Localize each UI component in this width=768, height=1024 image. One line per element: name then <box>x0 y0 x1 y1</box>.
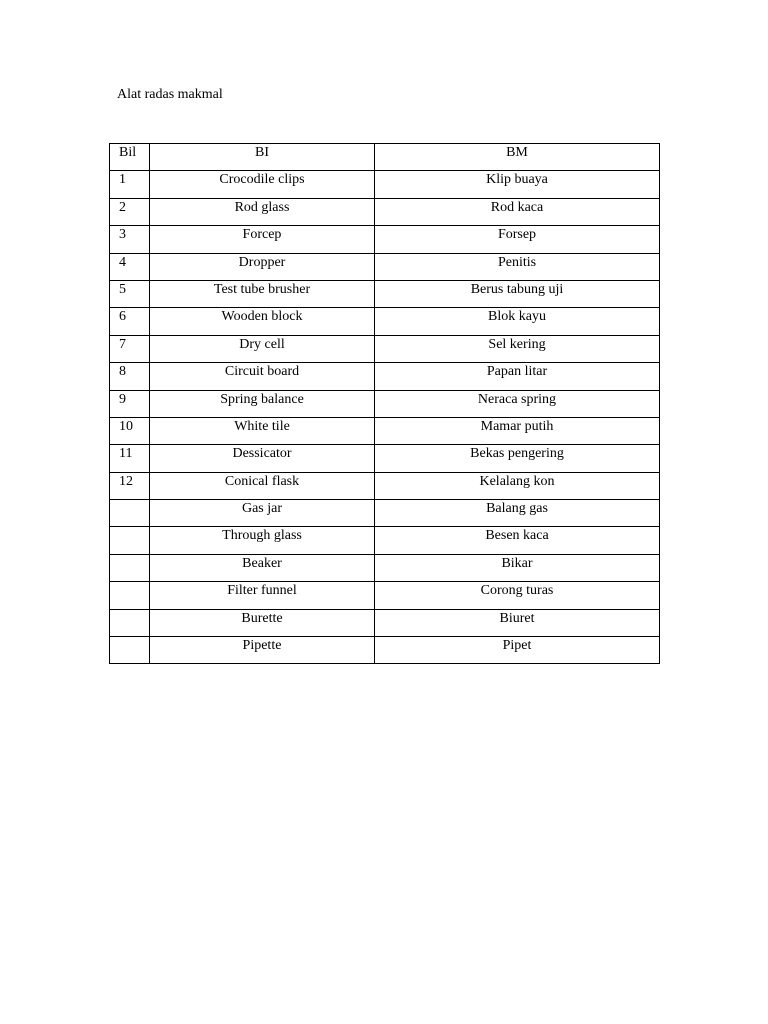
table-row <box>110 554 660 581</box>
cell-bm: Biuret <box>375 609 660 636</box>
cell-bil: 8 <box>110 363 150 390</box>
cell-bil: 10 <box>110 417 150 444</box>
table-row <box>110 198 660 225</box>
cell-bm: Penitis <box>375 253 660 280</box>
cell-bil: 2 <box>110 198 150 225</box>
cell-bm: Sel kering <box>375 335 660 362</box>
cell-bi: Gas jar <box>150 500 375 527</box>
cell-bil: 3 <box>110 226 150 253</box>
cell-bi: Dessicator <box>150 445 375 472</box>
table-row <box>110 417 660 444</box>
cell-bi: Test tube brusher <box>150 280 375 307</box>
cell-bi: Through glass <box>150 527 375 554</box>
cell-bm: Forsep <box>375 226 660 253</box>
cell-bil <box>110 609 150 636</box>
cell-bi: Spring balance <box>150 390 375 417</box>
cell-bil: 9 <box>110 390 150 417</box>
table-row <box>110 226 660 253</box>
cell-bi: Circuit board <box>150 363 375 390</box>
cell-bi: Dry cell <box>150 335 375 362</box>
cell-bi: Pipette <box>150 637 375 664</box>
cell-bm: Klip buaya <box>375 171 660 198</box>
cell-bil <box>110 582 150 609</box>
cell-bi: Dropper <box>150 253 375 280</box>
cell-bm: Papan litar <box>375 363 660 390</box>
cell-bm: Mamar putih <box>375 417 660 444</box>
cell-bm: Berus tabung uji <box>375 280 660 307</box>
cell-bi: Wooden block <box>150 308 375 335</box>
table-row <box>110 253 660 280</box>
table-row <box>110 390 660 417</box>
cell-bil: 12 <box>110 472 150 499</box>
cell-bm: Bekas pengering <box>375 445 660 472</box>
page-title: Alat radas makmal <box>117 87 223 102</box>
cell-bil <box>110 527 150 554</box>
cell-bil: 4 <box>110 253 150 280</box>
cell-bi: Conical flask <box>150 472 375 499</box>
table-row <box>110 363 660 390</box>
cell-bm: Blok kayu <box>375 308 660 335</box>
table-row <box>110 171 660 198</box>
table-row <box>110 582 660 609</box>
cell-bm: Corong turas <box>375 582 660 609</box>
cell-bil <box>110 500 150 527</box>
header-bil: Bil <box>110 144 150 171</box>
cell-bil <box>110 554 150 581</box>
table-row <box>110 500 660 527</box>
cell-bil: 6 <box>110 308 150 335</box>
cell-bi: White tile <box>150 417 375 444</box>
cell-bm: Kelalang kon <box>375 472 660 499</box>
cell-bm: Balang gas <box>375 500 660 527</box>
cell-bil: 5 <box>110 280 150 307</box>
cell-bm: Besen kaca <box>375 527 660 554</box>
table-row <box>110 472 660 499</box>
cell-bil: 7 <box>110 335 150 362</box>
table-row <box>110 445 660 472</box>
table-row <box>110 609 660 636</box>
cell-bm: Bikar <box>375 554 660 581</box>
cell-bm: Rod kaca <box>375 198 660 225</box>
cell-bi: Crocodile clips <box>150 171 375 198</box>
apparatus-table <box>109 143 660 664</box>
cell-bi: Forcep <box>150 226 375 253</box>
table-row <box>110 527 660 554</box>
table-row <box>110 637 660 664</box>
cell-bil: 11 <box>110 445 150 472</box>
cell-bi: Burette <box>150 609 375 636</box>
cell-bi: Beaker <box>150 554 375 581</box>
table-header-row <box>110 144 660 171</box>
cell-bil: 1 <box>110 171 150 198</box>
cell-bi: Rod glass <box>150 198 375 225</box>
table-row <box>110 308 660 335</box>
header-bi: BI <box>150 144 375 171</box>
cell-bm: Pipet <box>375 637 660 664</box>
cell-bil <box>110 637 150 664</box>
cell-bi: Filter funnel <box>150 582 375 609</box>
table-row <box>110 280 660 307</box>
header-bm: BM <box>375 144 660 171</box>
table-row <box>110 335 660 362</box>
cell-bm: Neraca spring <box>375 390 660 417</box>
